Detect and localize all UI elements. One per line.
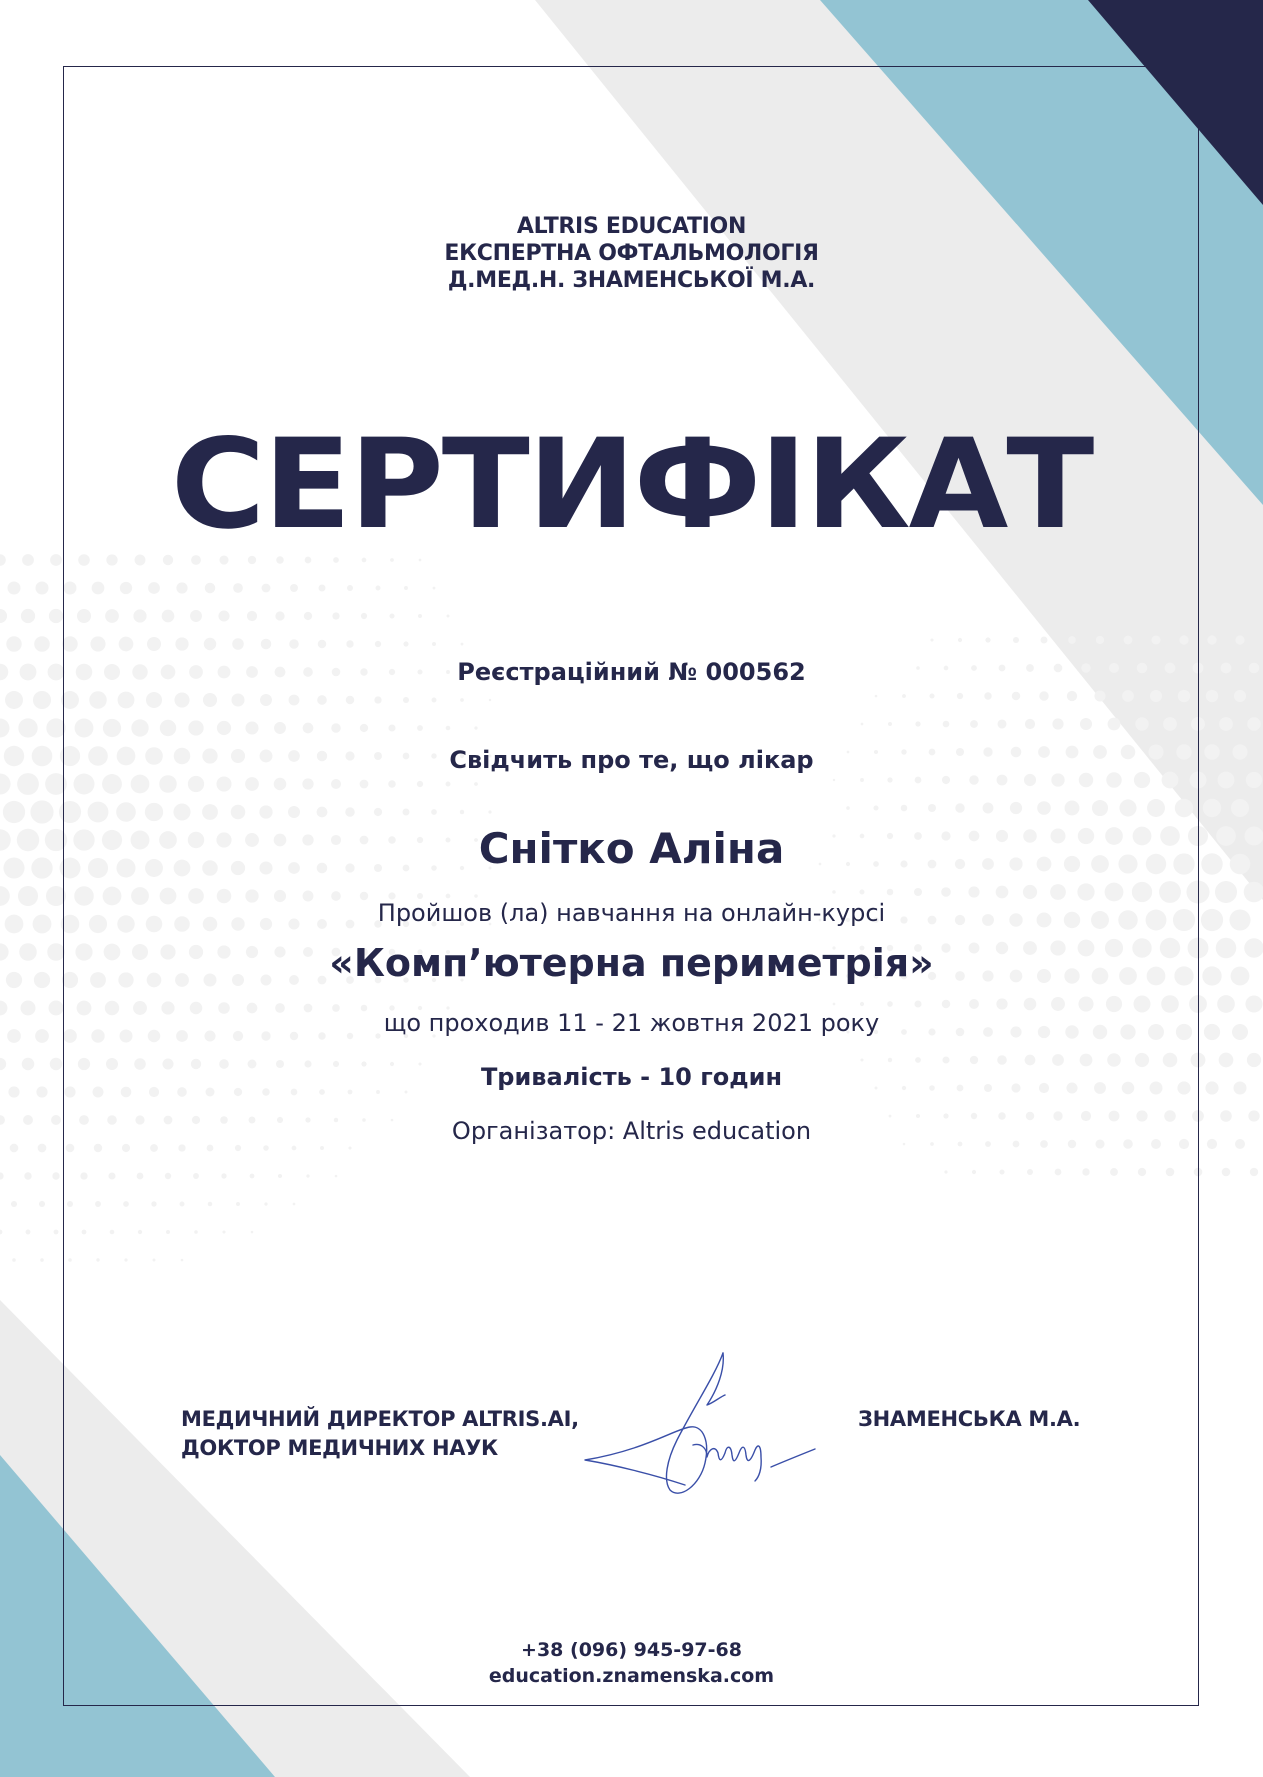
registration-number: Реєстраційний № 000562 bbox=[457, 658, 806, 686]
contact-website: education.znamenska.com bbox=[488, 1665, 775, 1687]
course-dates: що проходив 11 - 21 жовтня 2021 року bbox=[383, 1009, 880, 1037]
organization-header bbox=[0, 213, 1263, 294]
position-line-1: МЕДИЧНИЙ ДИРЕКТОР ALTRIS.AI, bbox=[181, 1407, 579, 1431]
course-name: «Комп’ютерна периметрія» bbox=[329, 941, 934, 985]
signature-image bbox=[575, 1345, 850, 1505]
org-line-1: ALTRIS EDUCATION bbox=[516, 214, 747, 239]
position-line-2: ДОКТОР МЕДИЧНИХ НАУК bbox=[181, 1436, 498, 1460]
signatory-position bbox=[181, 1405, 579, 1463]
signatory-name: ЗНАМЕНСЬКА М.А. bbox=[858, 1407, 1081, 1431]
course-organizer: Організатор: Altris education bbox=[451, 1117, 812, 1145]
course-duration: Тривалість - 10 годин bbox=[480, 1063, 783, 1091]
recipient-name: Снітко Аліна bbox=[478, 824, 785, 873]
org-line-3: Д.МЕД.Н. ЗНАМЕНСЬКОЇ М.А. bbox=[447, 268, 816, 293]
org-line-2: ЕКСПЕРТНА ОФТАЛЬМОЛОГІЯ bbox=[444, 241, 819, 266]
contact-phone: +38 (096) 945-97-68 bbox=[521, 1639, 742, 1661]
contacts bbox=[0, 1637, 1263, 1689]
certificate-title: СЕРТИФІКАТ bbox=[170, 413, 1093, 557]
passed-text: Пройшов (ла) навчання на онлайн-курсі bbox=[377, 899, 886, 927]
testify-text: Свідчить про те, що лікар bbox=[449, 746, 814, 774]
